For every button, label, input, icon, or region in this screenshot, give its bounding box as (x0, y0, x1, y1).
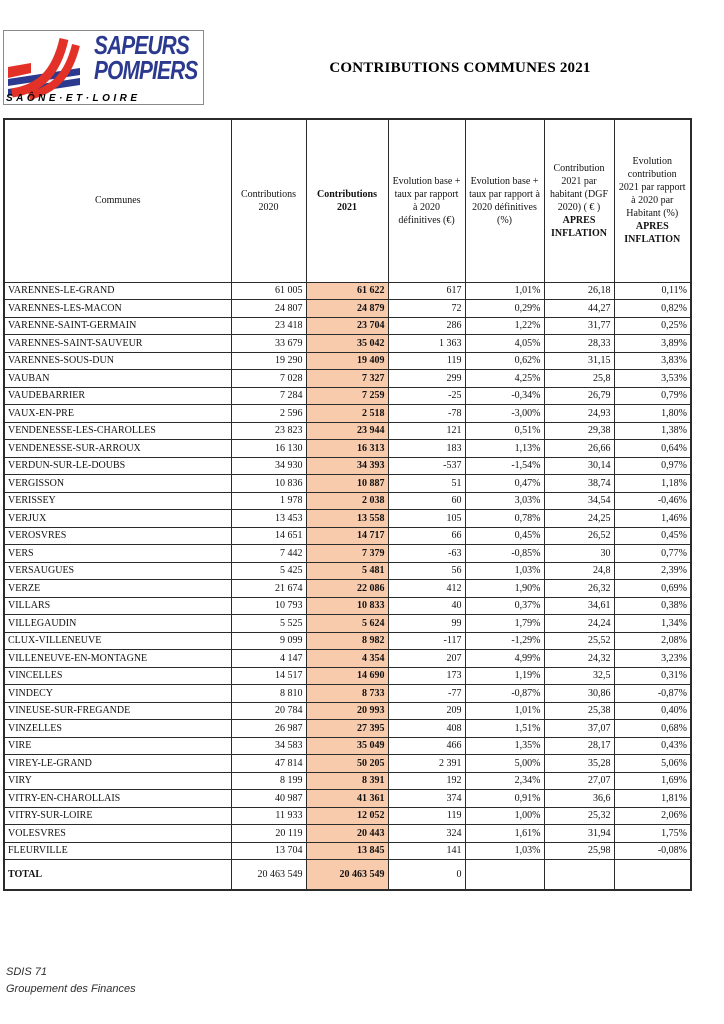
cell-evolution-eur: -537 (388, 457, 465, 475)
cell-contributions-2021: 19 409 (306, 352, 388, 370)
cell-commune: VERGISSON (4, 475, 231, 493)
cell-contributions-2021: 22 086 (306, 580, 388, 598)
cell-evolution-eur: 121 (388, 422, 465, 440)
logo-text-saone-et-loire: SAÔNE·ET·LOIRE (6, 93, 141, 104)
cell-commune: VILLEGAUDIN (4, 615, 231, 633)
cell-commune: VINCELLES (4, 667, 231, 685)
cell-contributions-2021: 7 327 (306, 370, 388, 388)
cell-evolution-eur: 66 (388, 527, 465, 545)
table-row (4, 667, 691, 685)
cell-evolution-pct: 1,79% (465, 615, 544, 633)
cell-contributions-2021: 35 042 (306, 335, 388, 353)
cell-per-habitant: 44,27 (544, 300, 614, 318)
cell-evolution-pct: 4,99% (465, 650, 544, 668)
cell-evolution-par-habitant: 1,38% (614, 422, 691, 440)
cell-evolution-pct: -0,34% (465, 387, 544, 405)
cell-contributions-2021: 10 887 (306, 475, 388, 493)
cell-commune: CLUX-VILLENEUVE (4, 632, 231, 650)
cell-per-habitant: 25,8 (544, 370, 614, 388)
cell-evolution-par-habitant: 1,46% (614, 510, 691, 528)
cell-commune: VAUBAN (4, 370, 231, 388)
page-footer (6, 964, 136, 997)
cell-commune: VAUX-EN-PRE (4, 405, 231, 423)
total-row (4, 860, 691, 890)
footer-sdis-71: SDIS 71 (6, 966, 47, 978)
cell-contributions-2021: 8 391 (306, 772, 388, 790)
cell-evolution-eur: 207 (388, 650, 465, 668)
cell-evolution-pct: 1,01% (465, 282, 544, 300)
cell-commune: VILLARS (4, 597, 231, 615)
cell-evolution-eur: 183 (388, 440, 465, 458)
cell-commune: VERSAUGUES (4, 562, 231, 580)
cell-contributions-2020: 61 005 (231, 282, 306, 300)
cell-contributions-2021: 13 845 (306, 842, 388, 860)
cell-evolution-eur: 141 (388, 842, 465, 860)
cell-evolution-pct: 1,90% (465, 580, 544, 598)
cell-total-evolution-eur: 0 (388, 860, 465, 890)
cell-per-habitant: 24,93 (544, 405, 614, 423)
cell-contributions-2020: 9 099 (231, 632, 306, 650)
cell-commune: VINEUSE-SUR-FREGANDE (4, 702, 231, 720)
header-row (4, 119, 691, 282)
cell-commune: VARENNES-SOUS-DUN (4, 352, 231, 370)
cell-contributions-2021: 23 944 (306, 422, 388, 440)
cell-commune: VIREY-LE-GRAND (4, 755, 231, 773)
col-header-evolution-pct: Evolution base + taux par rapport à 2020 définitives (%) (465, 119, 544, 282)
cell-per-habitant: 25,32 (544, 807, 614, 825)
cell-evolution-pct: 1,03% (465, 842, 544, 860)
cell-per-habitant: 26,66 (544, 440, 614, 458)
cell-evolution-eur: 119 (388, 352, 465, 370)
logo-text-sapeurs: SAPEURS (94, 30, 189, 60)
table-row (4, 300, 691, 318)
cell-commune: VARENNES-SAINT-SAUVEUR (4, 335, 231, 353)
cell-per-habitant: 31,15 (544, 352, 614, 370)
cell-contributions-2020: 14 517 (231, 667, 306, 685)
cell-evolution-pct: 0,51% (465, 422, 544, 440)
cell-evolution-pct: 0,78% (465, 510, 544, 528)
cell-evolution-eur: -78 (388, 405, 465, 423)
cell-evolution-par-habitant: -0,87% (614, 685, 691, 703)
table-row (4, 650, 691, 668)
cell-contributions-2020: 19 290 (231, 352, 306, 370)
cell-evolution-pct: 1,00% (465, 807, 544, 825)
cell-contributions-2021: 14 717 (306, 527, 388, 545)
table-row (4, 807, 691, 825)
cell-evolution-pct: 1,35% (465, 737, 544, 755)
cell-total-evolution-par-habitant (614, 860, 691, 890)
cell-per-habitant: 24,8 (544, 562, 614, 580)
cell-contributions-2021: 2 038 (306, 492, 388, 510)
cell-evolution-par-habitant: -0,08% (614, 842, 691, 860)
cell-evolution-pct: 3,03% (465, 492, 544, 510)
cell-commune: VENDENESSE-LES-CHAROLLES (4, 422, 231, 440)
cell-evolution-eur: 60 (388, 492, 465, 510)
col-header-contribution-par-habitant-bold: APRES INFLATION (551, 214, 607, 239)
cell-contributions-2020: 26 987 (231, 720, 306, 738)
cell-evolution-pct: 1,01% (465, 702, 544, 720)
logo-red-wedge (8, 63, 31, 78)
cell-evolution-eur: 2 391 (388, 755, 465, 773)
col-header-evolution-eur: Evolution base + taux par rapport à 2020 définitives (€) (388, 119, 465, 282)
cell-evolution-pct: -3,00% (465, 405, 544, 423)
cell-evolution-pct: 0,47% (465, 475, 544, 493)
cell-evolution-par-habitant: 3,23% (614, 650, 691, 668)
cell-contributions-2021: 34 393 (306, 457, 388, 475)
cell-evolution-eur: 209 (388, 702, 465, 720)
col-header-communes: Communes (4, 119, 231, 282)
cell-contributions-2020: 33 679 (231, 335, 306, 353)
cell-evolution-par-habitant: -0,46% (614, 492, 691, 510)
cell-evolution-par-habitant: 3,53% (614, 370, 691, 388)
table-row (4, 790, 691, 808)
cell-per-habitant: 26,18 (544, 282, 614, 300)
cell-contributions-2020: 7 028 (231, 370, 306, 388)
cell-commune: VITRY-SUR-LOIRE (4, 807, 231, 825)
cell-evolution-par-habitant: 0,82% (614, 300, 691, 318)
cell-contributions-2020: 2 596 (231, 405, 306, 423)
col-header-evolution-par-habitant (614, 119, 691, 282)
cell-per-habitant: 26,32 (544, 580, 614, 598)
cell-total-evolution-pct (465, 860, 544, 890)
cell-evolution-eur: -77 (388, 685, 465, 703)
cell-evolution-pct: -1,29% (465, 632, 544, 650)
cell-contributions-2021: 5 624 (306, 615, 388, 633)
cell-evolution-pct: 0,62% (465, 352, 544, 370)
table-row (4, 317, 691, 335)
cell-per-habitant: 24,24 (544, 615, 614, 633)
cell-per-habitant: 31,77 (544, 317, 614, 335)
cell-commune: VINDECY (4, 685, 231, 703)
cell-evolution-eur: 119 (388, 807, 465, 825)
cell-evolution-par-habitant: 0,25% (614, 317, 691, 335)
cell-evolution-eur: 466 (388, 737, 465, 755)
cell-commune: VARENNE-SAINT-GERMAIN (4, 317, 231, 335)
cell-evolution-par-habitant: 0,79% (614, 387, 691, 405)
cell-contributions-2020: 40 987 (231, 790, 306, 808)
cell-evolution-eur: 72 (388, 300, 465, 318)
cell-contributions-2021: 50 205 (306, 755, 388, 773)
sdis71-logo (3, 30, 204, 105)
cell-per-habitant: 25,38 (544, 702, 614, 720)
table-row (4, 387, 691, 405)
cell-evolution-par-habitant: 1,80% (614, 405, 691, 423)
table-row (4, 562, 691, 580)
cell-evolution-eur: 408 (388, 720, 465, 738)
cell-evolution-eur: 1 363 (388, 335, 465, 353)
table-row (4, 545, 691, 563)
cell-per-habitant: 38,74 (544, 475, 614, 493)
cell-contributions-2021: 61 622 (306, 282, 388, 300)
table-row (4, 510, 691, 528)
table-row (4, 475, 691, 493)
cell-evolution-eur: 617 (388, 282, 465, 300)
cell-evolution-eur: 324 (388, 825, 465, 843)
cell-per-habitant: 27,07 (544, 772, 614, 790)
cell-commune: VIRY (4, 772, 231, 790)
cell-per-habitant: 30,86 (544, 685, 614, 703)
cell-evolution-par-habitant: 1,34% (614, 615, 691, 633)
cell-contributions-2020: 34 583 (231, 737, 306, 755)
table-row (4, 755, 691, 773)
cell-contributions-2021: 4 354 (306, 650, 388, 668)
table-row (4, 440, 691, 458)
cell-per-habitant: 36,6 (544, 790, 614, 808)
cell-contributions-2020: 14 651 (231, 527, 306, 545)
table-row (4, 405, 691, 423)
cell-evolution-pct: 2,34% (465, 772, 544, 790)
cell-contributions-2021: 20 993 (306, 702, 388, 720)
cell-contributions-2021: 12 052 (306, 807, 388, 825)
cell-contributions-2021: 7 379 (306, 545, 388, 563)
cell-commune: VENDENESSE-SUR-ARROUX (4, 440, 231, 458)
cell-evolution-par-habitant: 2,39% (614, 562, 691, 580)
cell-evolution-par-habitant: 1,18% (614, 475, 691, 493)
cell-evolution-eur: 99 (388, 615, 465, 633)
cell-per-habitant: 26,52 (544, 527, 614, 545)
cell-evolution-par-habitant: 0,68% (614, 720, 691, 738)
cell-evolution-pct: -0,85% (465, 545, 544, 563)
cell-evolution-eur: 299 (388, 370, 465, 388)
col-header-contribution-par-habitant (544, 119, 614, 282)
cell-per-habitant: 28,17 (544, 737, 614, 755)
cell-evolution-eur: 374 (388, 790, 465, 808)
cell-contributions-2020: 10 836 (231, 475, 306, 493)
cell-contributions-2021: 35 049 (306, 737, 388, 755)
cell-evolution-eur: 105 (388, 510, 465, 528)
cell-contributions-2020: 34 930 (231, 457, 306, 475)
cell-per-habitant: 34,61 (544, 597, 614, 615)
cell-contributions-2021: 8 982 (306, 632, 388, 650)
cell-evolution-eur: 56 (388, 562, 465, 580)
cell-per-habitant: 35,28 (544, 755, 614, 773)
cell-evolution-eur: 51 (388, 475, 465, 493)
cell-per-habitant: 31,94 (544, 825, 614, 843)
table-row (4, 352, 691, 370)
cell-total-label: TOTAL (4, 860, 231, 890)
cell-contributions-2020: 23 418 (231, 317, 306, 335)
cell-evolution-pct: 0,91% (465, 790, 544, 808)
cell-contributions-2021: 2 518 (306, 405, 388, 423)
cell-per-habitant: 26,79 (544, 387, 614, 405)
table-row (4, 685, 691, 703)
cell-contributions-2021: 16 313 (306, 440, 388, 458)
table-row (4, 737, 691, 755)
cell-commune: VERS (4, 545, 231, 563)
cell-contributions-2020: 1 978 (231, 492, 306, 510)
cell-evolution-pct: -1,54% (465, 457, 544, 475)
cell-commune: VERZE (4, 580, 231, 598)
cell-contributions-2020: 10 793 (231, 597, 306, 615)
table-row (4, 457, 691, 475)
cell-evolution-par-habitant: 2,08% (614, 632, 691, 650)
table-row (4, 580, 691, 598)
cell-evolution-par-habitant: 0,45% (614, 527, 691, 545)
cell-contributions-2021: 7 259 (306, 387, 388, 405)
table-row (4, 772, 691, 790)
cell-commune: VOLESVRES (4, 825, 231, 843)
cell-contributions-2020: 11 933 (231, 807, 306, 825)
cell-evolution-pct: 1,22% (465, 317, 544, 335)
cell-evolution-par-habitant: 2,06% (614, 807, 691, 825)
cell-evolution-eur: -117 (388, 632, 465, 650)
footer-groupement-des-finances: Groupement des Finances (6, 982, 136, 995)
col-header-contributions-2021: Contributions 2021 (306, 119, 388, 282)
cell-evolution-eur: 412 (388, 580, 465, 598)
cell-evolution-eur: 173 (388, 667, 465, 685)
cell-contributions-2020: 24 807 (231, 300, 306, 318)
cell-evolution-pct: 0,29% (465, 300, 544, 318)
cell-contributions-2020: 8 199 (231, 772, 306, 790)
cell-per-habitant: 24,25 (544, 510, 614, 528)
cell-commune: VAUDEBARRIER (4, 387, 231, 405)
cell-evolution-pct: 4,25% (465, 370, 544, 388)
cell-per-habitant: 29,38 (544, 422, 614, 440)
page-title: CONTRIBUTIONS COMMUNES 2021 (329, 60, 591, 76)
cell-evolution-pct: 4,05% (465, 335, 544, 353)
cell-evolution-par-habitant: 0,43% (614, 737, 691, 755)
table-row (4, 422, 691, 440)
cell-per-habitant: 32,5 (544, 667, 614, 685)
cell-evolution-eur: 286 (388, 317, 465, 335)
table-row (4, 702, 691, 720)
cell-commune: FLEURVILLE (4, 842, 231, 860)
cell-commune: VILLENEUVE-EN-MONTAGNE (4, 650, 231, 668)
cell-evolution-par-habitant: 0,77% (614, 545, 691, 563)
cell-evolution-par-habitant: 5,06% (614, 755, 691, 773)
table-row (4, 282, 691, 300)
cell-commune: VIRE (4, 737, 231, 755)
cell-contributions-2020: 7 442 (231, 545, 306, 563)
cell-per-habitant: 24,32 (544, 650, 614, 668)
cell-evolution-eur: -25 (388, 387, 465, 405)
cell-per-habitant: 30 (544, 545, 614, 563)
table-row (4, 335, 691, 353)
cell-evolution-pct: 1,13% (465, 440, 544, 458)
cell-commune: VERJUX (4, 510, 231, 528)
cell-evolution-par-habitant: 0,11% (614, 282, 691, 300)
cell-evolution-pct: 0,45% (465, 527, 544, 545)
cell-evolution-par-habitant: 3,83% (614, 352, 691, 370)
cell-contributions-2021: 23 704 (306, 317, 388, 335)
cell-evolution-pct: 1,19% (465, 667, 544, 685)
cell-commune: VERISSEY (4, 492, 231, 510)
cell-contributions-2020: 16 130 (231, 440, 306, 458)
cell-evolution-par-habitant: 0,40% (614, 702, 691, 720)
cell-total-contributions-2021: 20 463 549 (306, 860, 388, 890)
table-row (4, 825, 691, 843)
cell-evolution-par-habitant: 3,89% (614, 335, 691, 353)
cell-contributions-2021: 20 443 (306, 825, 388, 843)
cell-contributions-2020: 4 147 (231, 650, 306, 668)
cell-contributions-2020: 20 119 (231, 825, 306, 843)
cell-per-habitant: 25,98 (544, 842, 614, 860)
cell-contributions-2020: 5 425 (231, 562, 306, 580)
col-header-contribution-par-habitant-text: Contribution 2021 par habitant (DGF 2020) ( € ) (549, 162, 609, 213)
cell-evolution-par-habitant: 1,81% (614, 790, 691, 808)
cell-contributions-2020: 23 823 (231, 422, 306, 440)
cell-contributions-2021: 5 481 (306, 562, 388, 580)
cell-contributions-2021: 24 879 (306, 300, 388, 318)
cell-evolution-pct: 0,37% (465, 597, 544, 615)
cell-contributions-2021: 27 395 (306, 720, 388, 738)
col-header-contributions-2020: Contributions 2020 (231, 119, 306, 282)
col-header-evolution-par-habitant-bold: APRES INFLATION (624, 221, 681, 246)
table-row (4, 615, 691, 633)
logo-wordmark (94, 30, 198, 85)
cell-commune: VINZELLES (4, 720, 231, 738)
table-row (4, 492, 691, 510)
cell-contributions-2021: 14 690 (306, 667, 388, 685)
cell-contributions-2021: 41 361 (306, 790, 388, 808)
cell-evolution-pct: 1,03% (465, 562, 544, 580)
logo-text-pompiers: POMPIERS (94, 54, 198, 85)
cell-evolution-pct: 1,51% (465, 720, 544, 738)
cell-per-habitant: 25,52 (544, 632, 614, 650)
table-row (4, 597, 691, 615)
cell-per-habitant: 28,33 (544, 335, 614, 353)
cell-evolution-pct: 5,00% (465, 755, 544, 773)
cell-contributions-2020: 21 674 (231, 580, 306, 598)
cell-evolution-eur: -63 (388, 545, 465, 563)
table-row (4, 527, 691, 545)
cell-evolution-par-habitant: 0,64% (614, 440, 691, 458)
table-row (4, 370, 691, 388)
cell-per-habitant: 37,07 (544, 720, 614, 738)
cell-evolution-par-habitant: 0,31% (614, 667, 691, 685)
cell-contributions-2020: 20 784 (231, 702, 306, 720)
table-row (4, 720, 691, 738)
cell-evolution-eur: 40 (388, 597, 465, 615)
cell-total-contributions-2020: 20 463 549 (231, 860, 306, 890)
contributions-table (3, 118, 692, 891)
cell-evolution-pct: -0,87% (465, 685, 544, 703)
cell-evolution-eur: 192 (388, 772, 465, 790)
cell-commune: VARENNES-LE-GRAND (4, 282, 231, 300)
cell-evolution-par-habitant: 0,69% (614, 580, 691, 598)
cell-commune: VEROSVRES (4, 527, 231, 545)
col-header-evolution-par-habitant-text: Evolution contribution 2021 par rapport à 2020 par Habitant (%) (618, 156, 686, 220)
cell-commune: VITRY-EN-CHAROLLAIS (4, 790, 231, 808)
table-body (4, 282, 691, 860)
cell-per-habitant: 30,14 (544, 457, 614, 475)
cell-evolution-par-habitant: 1,69% (614, 772, 691, 790)
cell-contributions-2020: 5 525 (231, 615, 306, 633)
cell-evolution-par-habitant: 0,97% (614, 457, 691, 475)
cell-evolution-par-habitant: 0,38% (614, 597, 691, 615)
cell-contributions-2021: 8 733 (306, 685, 388, 703)
cell-contributions-2020: 13 704 (231, 842, 306, 860)
cell-commune: VARENNES-LES-MACON (4, 300, 231, 318)
cell-contributions-2021: 13 558 (306, 510, 388, 528)
cell-contributions-2020: 8 810 (231, 685, 306, 703)
cell-contributions-2020: 47 814 (231, 755, 306, 773)
cell-contributions-2020: 7 284 (231, 387, 306, 405)
cell-per-habitant: 34,54 (544, 492, 614, 510)
cell-contributions-2021: 10 833 (306, 597, 388, 615)
cell-commune: VERDUN-SUR-LE-DOUBS (4, 457, 231, 475)
cell-total-per-habitant (544, 860, 614, 890)
cell-evolution-pct: 1,61% (465, 825, 544, 843)
table-row (4, 632, 691, 650)
cell-contributions-2020: 13 453 (231, 510, 306, 528)
cell-evolution-par-habitant: 1,75% (614, 825, 691, 843)
table-row (4, 842, 691, 860)
